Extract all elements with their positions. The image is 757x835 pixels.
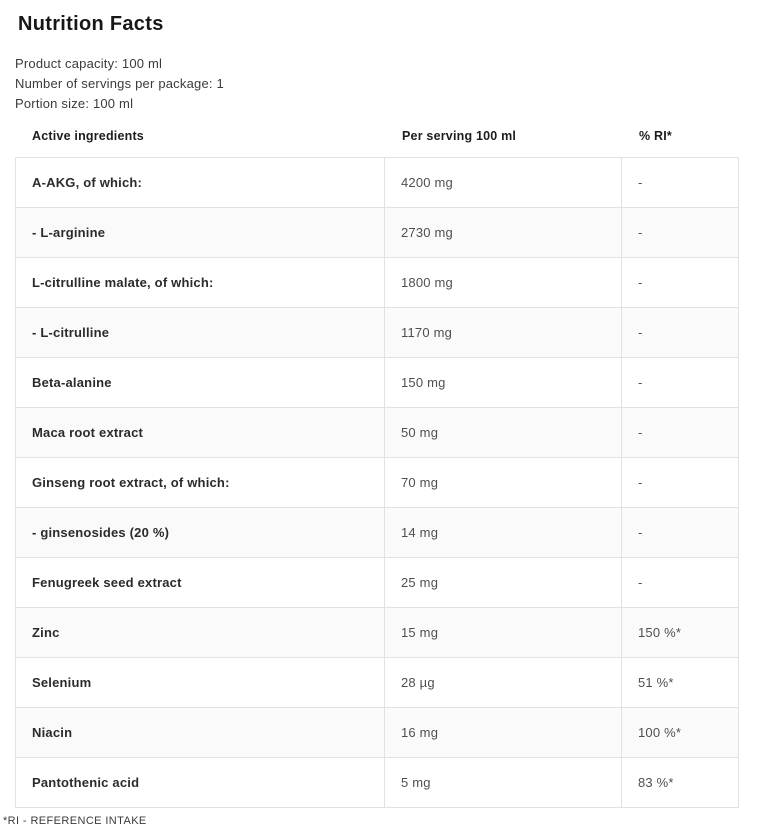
table-row	[16, 358, 738, 408]
cell-per-serving: 2730 mg	[384, 208, 621, 257]
cell-ingredient: Beta-alanine	[32, 375, 112, 390]
cell-ingredient: Fenugreek seed extract	[32, 575, 182, 590]
table-row	[16, 508, 738, 558]
cell-ingredient: - L-citrulline	[32, 325, 110, 340]
table-body	[15, 157, 739, 808]
cell-ri: 51 %*	[621, 658, 738, 707]
table-row	[16, 258, 738, 308]
cell-ri: -	[621, 508, 738, 557]
cell-ri: 150 %*	[621, 608, 738, 657]
table-row	[16, 608, 738, 658]
cell-per-serving: 25 mg	[384, 558, 621, 607]
cell-ri: -	[621, 158, 738, 207]
table-row	[16, 758, 738, 807]
table-row	[16, 308, 738, 358]
table-row	[16, 208, 738, 258]
cell-ri: -	[621, 458, 738, 507]
meta-product-capacity: Product capacity: 100 ml	[15, 56, 163, 71]
column-header-active-ingredients: Active ingredients	[32, 129, 144, 143]
content-area	[0, 12, 757, 808]
cell-per-serving: 1170 mg	[384, 308, 621, 357]
cell-per-serving: 1800 mg	[384, 258, 621, 307]
cell-per-serving: 70 mg	[384, 458, 621, 507]
cell-ri: -	[621, 208, 738, 257]
cell-per-serving: 15 mg	[384, 608, 621, 657]
table-row	[16, 458, 738, 508]
table-row	[16, 408, 738, 458]
table-row	[16, 558, 738, 608]
meta-servings-per-package: Number of servings per package: 1	[15, 76, 224, 91]
cell-ri: -	[621, 258, 738, 307]
table-row	[16, 658, 738, 708]
cell-ingredient: Maca root extract	[32, 425, 144, 440]
cell-ingredient: Zinc	[32, 625, 60, 640]
cell-per-serving: 16 mg	[384, 708, 621, 757]
cell-ri: -	[621, 408, 738, 457]
table-row	[16, 708, 738, 758]
cell-ingredient: Niacin	[32, 725, 73, 740]
cell-per-serving: 14 mg	[384, 508, 621, 557]
cell-ingredient: - ginsenosides (20 %)	[32, 525, 170, 540]
cell-ingredient: Ginseng root extract, of which:	[32, 475, 230, 490]
footnote: *RI - REFERENCE INTAKE	[3, 815, 147, 827]
cell-ri: -	[621, 308, 738, 357]
table-row	[16, 158, 738, 208]
meta-portion-size: Portion size: 100 ml	[15, 96, 134, 111]
cell-ingredient: Pantothenic acid	[32, 775, 140, 790]
page-title: Nutrition Facts	[18, 13, 164, 35]
column-header-per-serving: Per serving 100 ml	[402, 129, 517, 143]
cell-ri: 83 %*	[621, 758, 738, 807]
cell-ingredient: A-AKG, of which:	[32, 175, 143, 190]
table-header	[15, 124, 757, 148]
column-header-ri: % RI*	[639, 129, 672, 143]
cell-per-serving: 5 mg	[384, 758, 621, 807]
cell-ingredient: Selenium	[32, 675, 92, 690]
cell-ingredient: L-citrulline malate, of which:	[32, 275, 214, 290]
cell-ingredient: - L-arginine	[32, 225, 106, 240]
cell-per-serving: 4200 mg	[384, 158, 621, 207]
product-meta	[15, 54, 757, 114]
cell-per-serving: 28 µg	[384, 658, 621, 707]
cell-ri: -	[621, 558, 738, 607]
cell-ri: 100 %*	[621, 708, 738, 757]
cell-per-serving: 150 mg	[384, 358, 621, 407]
cell-ri: -	[621, 358, 738, 407]
cell-per-serving: 50 mg	[384, 408, 621, 457]
